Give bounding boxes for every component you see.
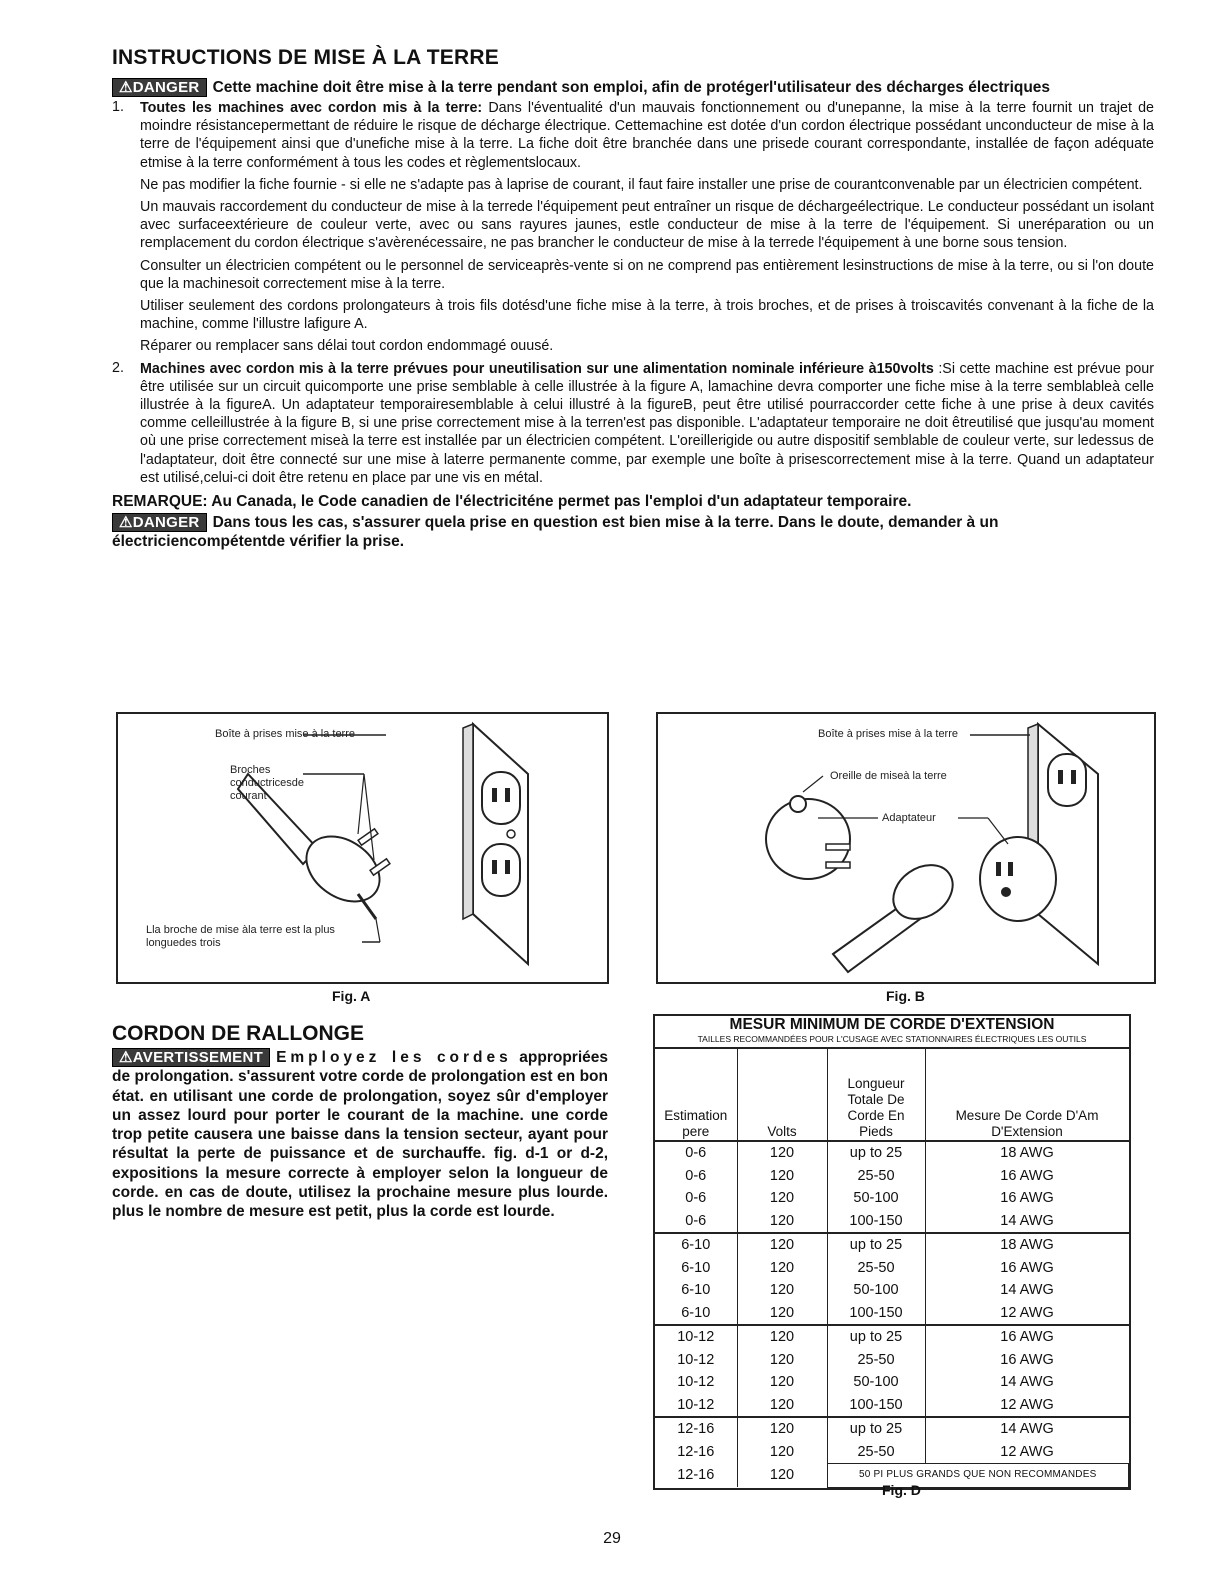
paragraph: Ne pas modifier la fiche fournie - si elle ne s'adapte pas à laprise de courant, il faut faire installer une prise de courantconvenable par un électricien compétent.	[140, 176, 1143, 193]
cell: up to 25	[827, 1325, 925, 1349]
cell: 50-100	[827, 1279, 925, 1302]
cell: 120	[737, 1233, 827, 1257]
cell: 16 AWG	[1000, 1351, 1054, 1368]
table-row	[655, 1394, 1129, 1418]
section-title-cordon: CORDON DE RALLONGE	[112, 1022, 364, 1045]
warning-badge: ⚠AVERTISSEMENT	[112, 1048, 270, 1067]
figb-label-adaptateur: Adaptateur	[882, 812, 936, 824]
danger-warning-text: Cette machine doit être mise à la terre pendant son emploi, afin de protégerl'utilisateur des décharges électriques	[212, 79, 1051, 96]
table-header	[655, 1016, 1129, 1049]
table-row	[655, 1165, 1129, 1188]
cell: 120	[737, 1302, 827, 1326]
cell: 6-10	[655, 1279, 737, 1302]
cell: 10-12	[655, 1394, 737, 1418]
figure-b	[656, 712, 1156, 984]
cell: 16 AWG	[1000, 1259, 1054, 1276]
cell: 120	[737, 1279, 827, 1302]
table-row	[655, 1187, 1129, 1210]
figb-label-oreille: Oreille de miseà la terre	[830, 770, 947, 782]
cell: 120	[737, 1441, 827, 1464]
cordon-warning	[112, 1048, 608, 1222]
figb-label-box: Boîte à prises mise à la terre	[818, 728, 959, 740]
table-row	[655, 1349, 1129, 1372]
table-header-row	[655, 1049, 1129, 1141]
list-item	[112, 99, 1154, 356]
cell: 6-10	[655, 1302, 737, 1326]
cell: up to 25	[827, 1233, 925, 1257]
cell: 18 AWG	[1000, 1237, 1054, 1253]
cell: 16 AWG	[1000, 1329, 1054, 1345]
cell: 16 AWG	[1000, 1190, 1054, 1206]
item-lead: Machines avec cordon mis à la terre prévues pour uneutilisation sur une alimentation nominale inférieure à150volts	[140, 360, 934, 377]
figure-b-drawing	[658, 714, 1154, 982]
table-row	[655, 1279, 1129, 1302]
danger-warning-2-text: Dans tous les cas, s'assurer quela prise en question est bien mise à la terre. Dans le doute, demander à un électriciencompétentde vérifier la prise.	[112, 514, 999, 551]
table-note: 50 PI PLUS GRANDS QUE NON RECOMMANDES	[827, 1464, 1129, 1488]
list-item	[112, 360, 1154, 487]
table-subtitle: TAILLES RECOMMANDÉES POUR L'CUSAGE AVEC STATIONNAIRES ÉLECTRIQUES LES OUTILS	[697, 1034, 1087, 1044]
cell: 120	[737, 1371, 827, 1394]
item-body: :Si cette machine est prévue pour être utilisée sur un circuit quicomporte une prise semblable à celle illustrée à la figure A, lamachine devra comporter une fiche mise à la terre semblableà celle illustrée à la figureA. Un adaptateur temporairesemblable à celui illustré à la figureB, peut être utilisé pourraccorder cette fiche à une prise à deux cavités comme celleillustrée à la figure B, si une prise correctement mise à la terren'est pas disponible. L'adaptateur temporaire ne doit êtreutilisé que jusqu'au moment où une prise correctement miseà la terre est installée par un électricien compétent. L'oreillerigide ou autre dispositif semblable de couleur verte, sur ledessus de l'adaptateur, doit être connecté sur une mise à laterre permanente comme, par exemple une boîte à prisescorrectement mise à la terre. Quand un adaptateur est utilisé,celui-ci doit être retenu en place par une vis en métal.	[140, 360, 1154, 486]
cell: 10-12	[655, 1325, 737, 1349]
figa-label-broches: Broches conductricesde courant	[230, 764, 304, 802]
cell: up to 25	[827, 1141, 925, 1165]
cell: 0-6	[655, 1141, 737, 1165]
grounding-list	[112, 99, 1154, 487]
col-header-gauge: Mesure De Corde D'Am D'Extension	[925, 1049, 1129, 1141]
col-header-length: Longueur Totale De Corde En Pieds	[827, 1049, 925, 1141]
table-title: MESUR MINIMUM DE CORDE D'EXTENSION	[729, 1016, 1055, 1033]
cell: 12 AWG	[925, 1394, 1129, 1418]
cell: 0-6	[655, 1210, 737, 1234]
cell: 120	[737, 1210, 827, 1234]
item-text	[140, 360, 1154, 487]
cell: 6-10	[655, 1257, 737, 1280]
table-row	[655, 1141, 1129, 1165]
cell: 120	[737, 1349, 827, 1372]
cell: 120	[737, 1257, 827, 1280]
cell: 12-16	[655, 1417, 737, 1441]
cell: 14 AWG	[1000, 1282, 1054, 1298]
item-number: 1.	[112, 99, 124, 115]
item-body: Dans l'éventualité d'un mauvais fonctionnement ou d'unepanne, la mise à la terre fournit un trajet de moindre résistancepermettant de réduire le risque de décharge électrique. Cettemachine est dotée d'un cordon électrique possédant unconducteur de mise à la terre de l'équipement ainsi que d'unefiche mise à la terre. La fiche doit être branchée dans une prisede courant correspondante, installée de façon adéquate etmise à la terre conformément à tous les codes et règlementslocaux.	[140, 100, 1154, 171]
table-row	[655, 1210, 1129, 1234]
item-number: 2.	[112, 359, 124, 376]
paragraph: Réparer ou remplacer sans délai tout cordon endommagé ouusé.	[140, 338, 554, 355]
cell: 120	[737, 1394, 827, 1418]
danger-warning	[112, 78, 1154, 97]
table-row	[655, 1325, 1129, 1349]
cell: 10-12	[655, 1349, 737, 1372]
cell: 25-50	[827, 1441, 925, 1464]
cell: 120	[737, 1141, 827, 1165]
figure-a	[116, 712, 609, 984]
cell: 14 AWG	[925, 1210, 1129, 1234]
figa-label-box: Boîte à prises mise à la terre	[215, 728, 356, 740]
cell: 120	[737, 1187, 827, 1210]
extension-cord-table	[653, 1014, 1131, 1490]
table-row	[655, 1233, 1129, 1257]
cordon-text: appropriées de prolongation. s'assurent votre corde de prolongation est en bon état. en utilisant une corde de prolongation, soyez sûr d'employer un assez lourd pour porter le courant de la machine. une corde trop petite causera une baisse dans la tension secteur, ayant pour résultat la perte de puissance et de surchauffe. fig. d-1 or d-2, expositions la mesure correcte à employer selon la longueur de corde. en cas de doute, utilisez la prochaine mesure plus lourde. plus le nombre de mesure est petit, plus la corde est lourde.	[112, 1049, 609, 1221]
section-title-grounding: INSTRUCTIONS DE MISE À LA TERRE	[112, 46, 499, 69]
figure-a-caption: Fig. A	[332, 988, 371, 1004]
figa-label-ground: Lla broche de mise àla terre est la plus longuedes trois	[146, 924, 335, 949]
paragraph: Un mauvais raccordement du conducteur de mise à la terrede l'équipement peut entraîner un risque de déchargeélectrique. Le conducteur possédant un isolant avec surfaceextérieure de couleur verte, avec ou sans rayures jaunes, estle conducteur de mise à la terre de l'équipement. Si uneréparation ou un remplacement du cordon électrique s'avèrenécessaire, ne pas brancher le conducteur de mise à la terrede l'équipement à une borne sous tension.	[140, 199, 1154, 252]
cell: 25-50	[827, 1349, 925, 1372]
cell: 120	[737, 1464, 827, 1488]
paragraph: Consulter un électricien compétent ou le personnel de serviceaprès-vente si on ne comprend pas entièrement lesinstructions de mise à la terre, ou si l'on doute que la machinesoit correctement mise à la terre.	[140, 257, 1154, 292]
cell: 120	[737, 1417, 827, 1441]
grounding-section	[112, 46, 1154, 551]
cell: 25-50	[827, 1165, 925, 1188]
cell: 120	[737, 1165, 827, 1188]
cell: 14 AWG	[1000, 1421, 1054, 1437]
col-header-amps: Estimation pere	[655, 1049, 737, 1141]
remarque-note: REMARQUE: Au Canada, le Code canadien de l'électriciténe permet pas l'emploi d'un adaptateur temporaire.	[112, 493, 912, 511]
cell: 18 AWG	[1000, 1145, 1054, 1161]
cell: 12-16	[655, 1441, 737, 1464]
cell: 50-100	[827, 1187, 925, 1210]
table-row	[655, 1417, 1129, 1441]
table-row	[655, 1302, 1129, 1326]
extension-cord-section	[112, 1022, 608, 1222]
cell: 12 AWG	[1000, 1443, 1054, 1460]
cell: 50-100	[827, 1371, 925, 1394]
paragraph: Utiliser seulement des cordons prolongateurs à trois fils dotésd'une fiche mise à la terre, à trois broches, et de prises à troiscavités convenant à la fiche de la machine, comme l'illustre lafigure A.	[140, 298, 1154, 333]
cell: 10-12	[655, 1371, 737, 1394]
col-header-volts: Volts	[737, 1049, 827, 1141]
table-row	[655, 1257, 1129, 1280]
danger-badge: ⚠DANGER	[112, 78, 207, 97]
cell: 100-150	[827, 1302, 925, 1326]
cordon-lead: Employez les cordes	[276, 1049, 512, 1066]
cell: 12 AWG	[925, 1302, 1129, 1326]
cell: 0-6	[655, 1187, 737, 1210]
gauge-table	[655, 1049, 1129, 1488]
cell: 12-16	[655, 1464, 737, 1488]
table-row	[655, 1371, 1129, 1394]
danger-badge-2: ⚠DANGER	[112, 513, 207, 532]
cell: up to 25	[827, 1417, 925, 1441]
cell: 14 AWG	[1000, 1374, 1054, 1390]
cell: 25-50	[827, 1257, 925, 1280]
page-number: 29	[603, 1530, 621, 1547]
cell: 6-10	[655, 1233, 737, 1257]
cell: 100-150	[827, 1210, 925, 1234]
cell: 120	[737, 1325, 827, 1349]
cell: 100-150	[827, 1394, 925, 1418]
figure-d-caption: Fig. D	[882, 1482, 921, 1498]
item-lead: Toutes les machines avec cordon mis à la terre:	[140, 100, 483, 116]
figure-b-caption: Fig. B	[886, 988, 925, 1004]
danger-warning-2	[112, 513, 1154, 551]
cell: 16 AWG	[1000, 1167, 1054, 1184]
table-row	[655, 1441, 1129, 1464]
item-text	[140, 99, 1154, 172]
cell: 0-6	[655, 1165, 737, 1188]
